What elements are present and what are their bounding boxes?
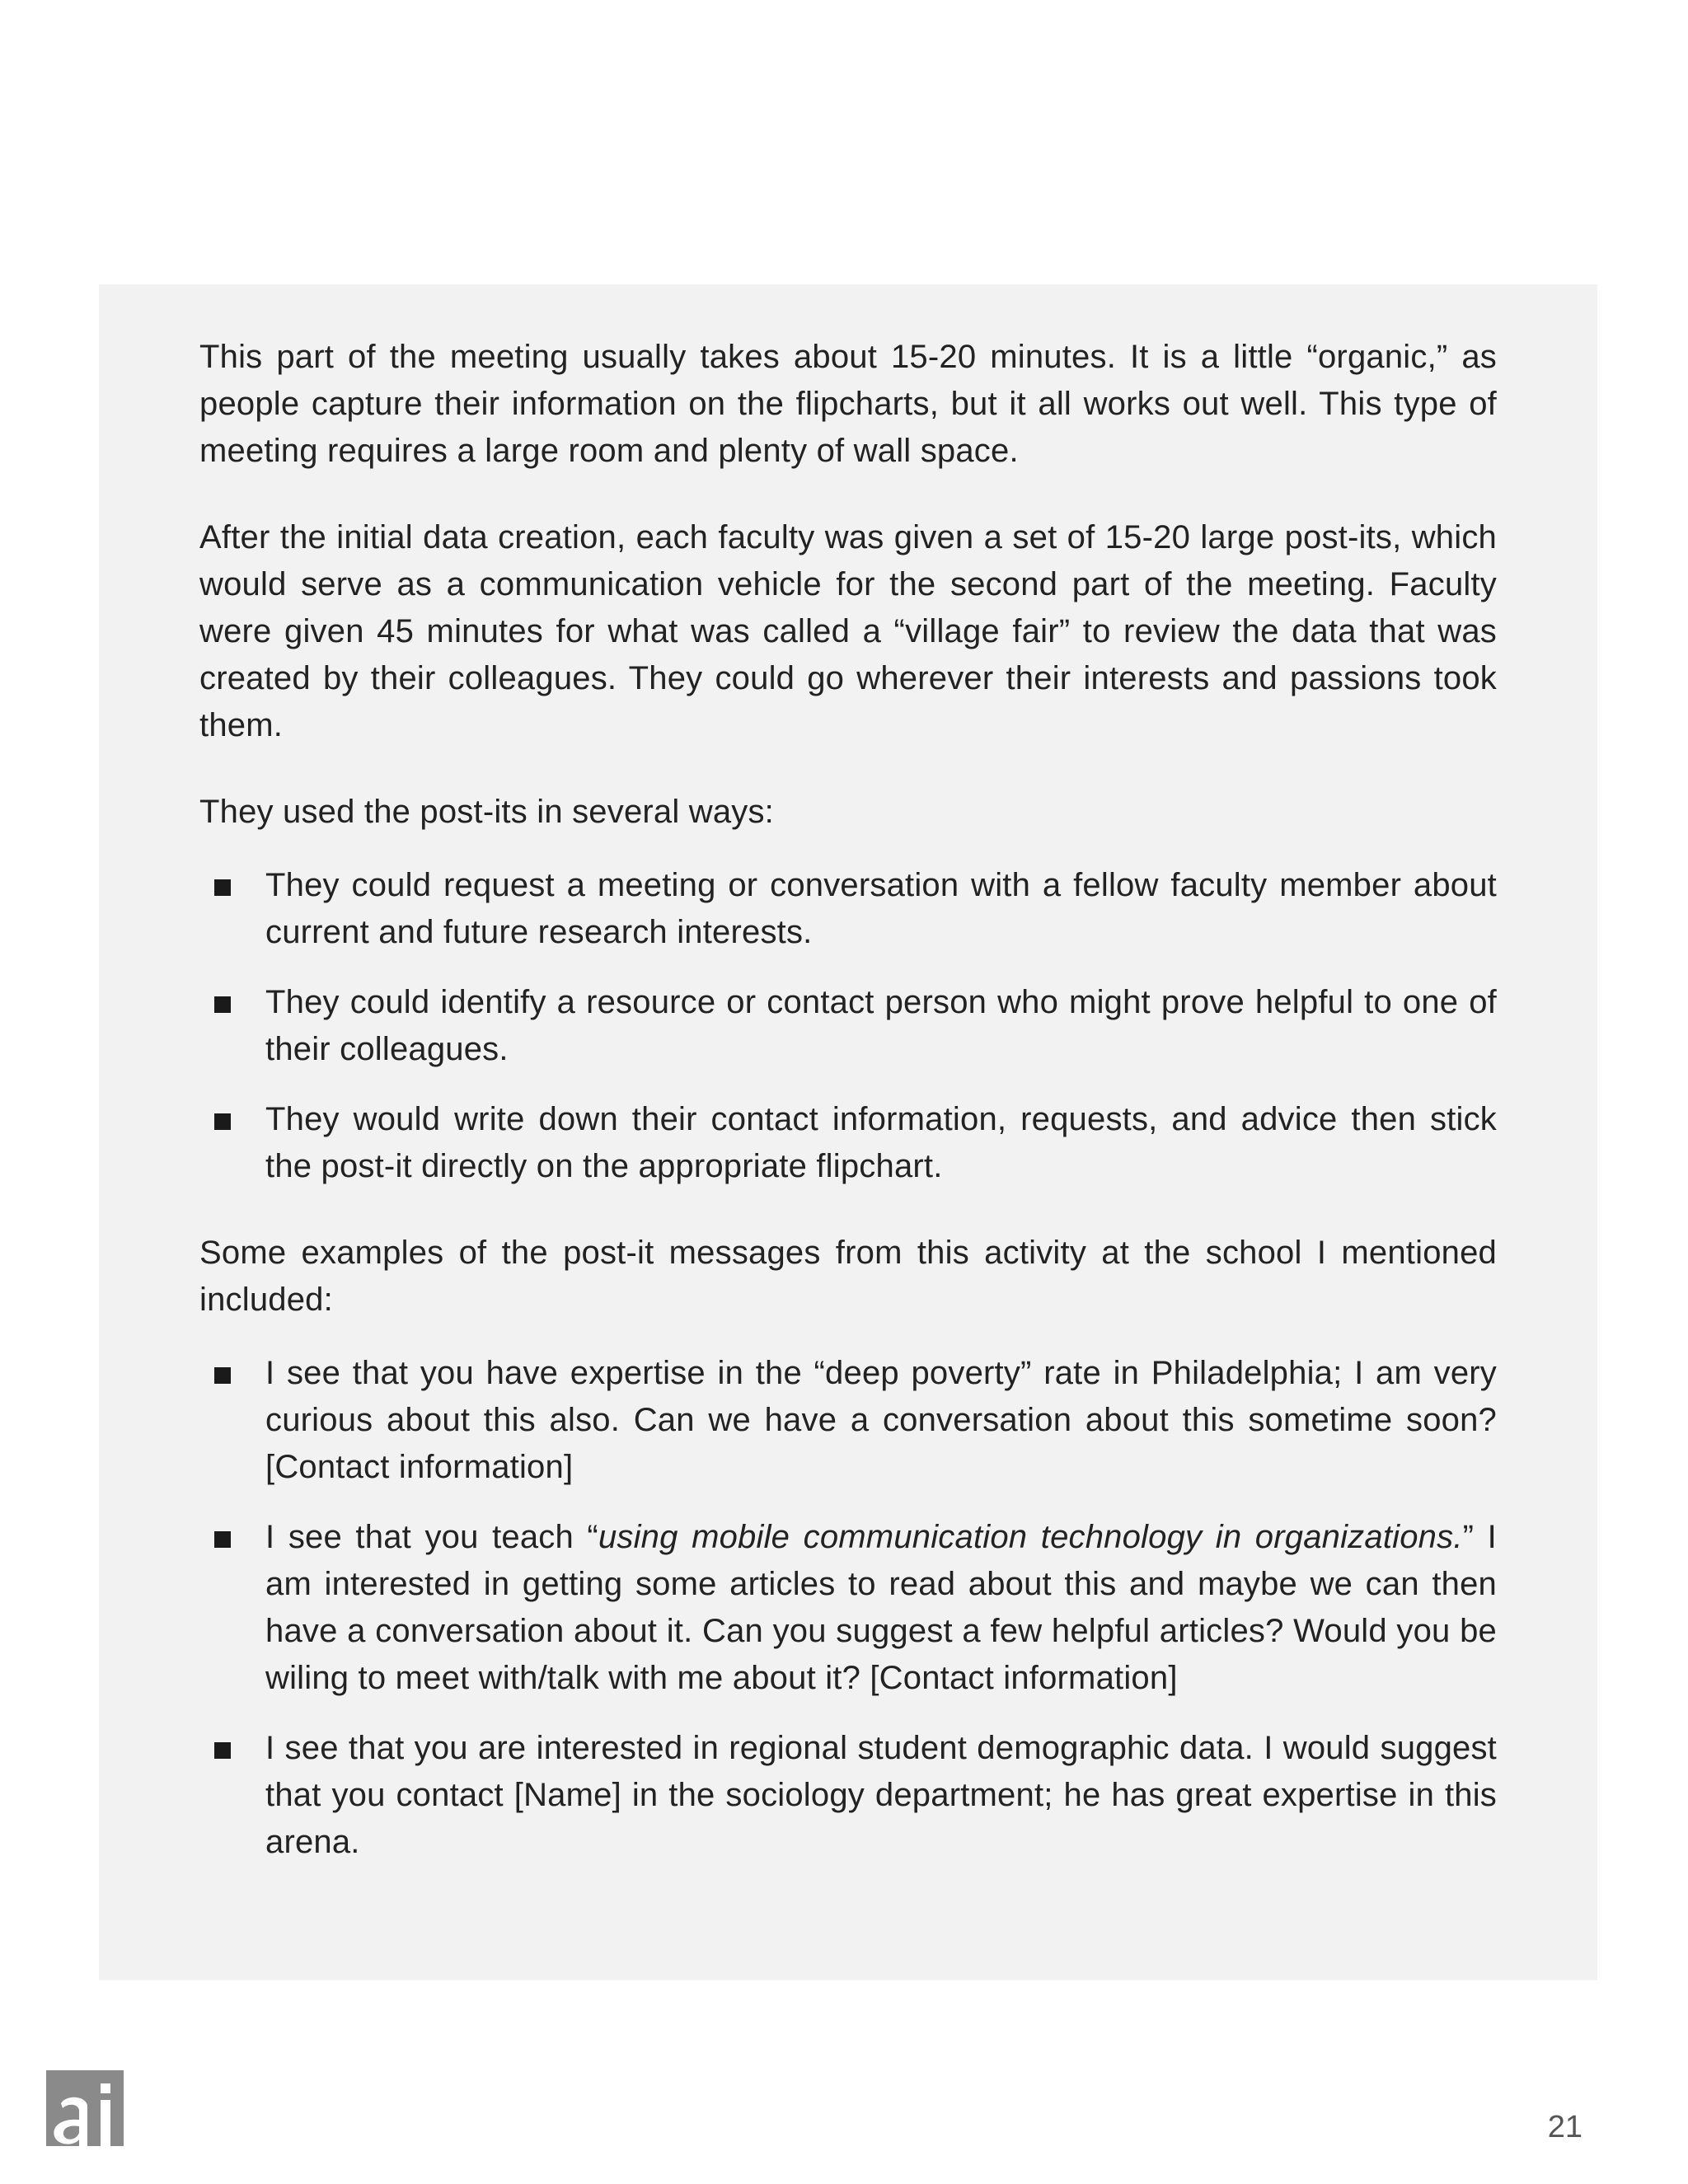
square-bullet-icon (214, 1531, 231, 1548)
square-bullet-icon (214, 1367, 231, 1384)
list-item (199, 979, 1497, 1073)
list-item (199, 862, 1497, 956)
list-item-text: I see that you have expertise in the “deep poverty” rate in Philadelphia; I am very curious about this also. Can we have a conversation about this sometime soon? [Contact information] (265, 1355, 1497, 1485)
list-item-text: I see that you are interested in regional student demographic data. I would suggest that you contact [Name] in the sociology department; he has great expertise in this arena. (265, 1730, 1497, 1860)
post-it-examples-list (199, 1350, 1497, 1866)
list-item (199, 1096, 1497, 1190)
paragraph-meeting-duration: This part of the meeting usually takes about 15-20 minutes. It is a little “organic,” as people capture their information on the flipcharts, but it all works out well. This type of meeting requires a large room and plenty of wall space. (199, 339, 1497, 469)
example-text-start: I see that you teach “ (265, 1519, 598, 1555)
paragraph-village-fair: After the initial data creation, each faculty was given a set of 15-20 large post-its, which would serve as a communication vehicle for the second part of the meeting. Faculty were given 45 minutes for what was called a “village fair” to review the data that was created by their colleagues. They could go wherever their interests and passions took them. (199, 519, 1497, 743)
list-item (199, 1725, 1497, 1866)
ai-logo (46, 2070, 124, 2146)
example-text-end: ” I am interested in getting some articles to read about this and maybe we can then have a conversation about it. Can you suggest a few helpful articles? Would you be wiling to meet with/talk with me about it? [Contact information] (265, 1519, 1497, 1696)
list-item (199, 1514, 1497, 1702)
paragraph-examples-intro: Some examples of the post-it messages from this activity at the school I mentioned included: (199, 1235, 1497, 1318)
course-title-italic: using mobile communication technology in organizations. (598, 1519, 1463, 1555)
square-bullet-icon (214, 996, 231, 1013)
square-bullet-icon (214, 1742, 231, 1759)
list-item (199, 1350, 1497, 1491)
list-item-text: They would write down their contact information, requests, and advice then stick the post-it directly on the appropriate flipchart. (265, 1101, 1497, 1184)
paragraph-post-it-uses-intro: They used the post-its in several ways: (199, 794, 774, 830)
list-item-text: They could request a meeting or conversation with a fellow faculty member about current and future research interests. (265, 867, 1497, 950)
square-bullet-icon (214, 879, 231, 896)
list-item-text: They could identify a resource or contact person who might prove helpful to one of their colleagues. (265, 984, 1497, 1067)
page-number: 21 (1547, 2110, 1582, 2144)
post-it-uses-list (199, 862, 1497, 1190)
list-item-text (265, 1519, 1497, 1696)
square-bullet-icon (214, 1113, 231, 1130)
content-box (99, 284, 1597, 1980)
